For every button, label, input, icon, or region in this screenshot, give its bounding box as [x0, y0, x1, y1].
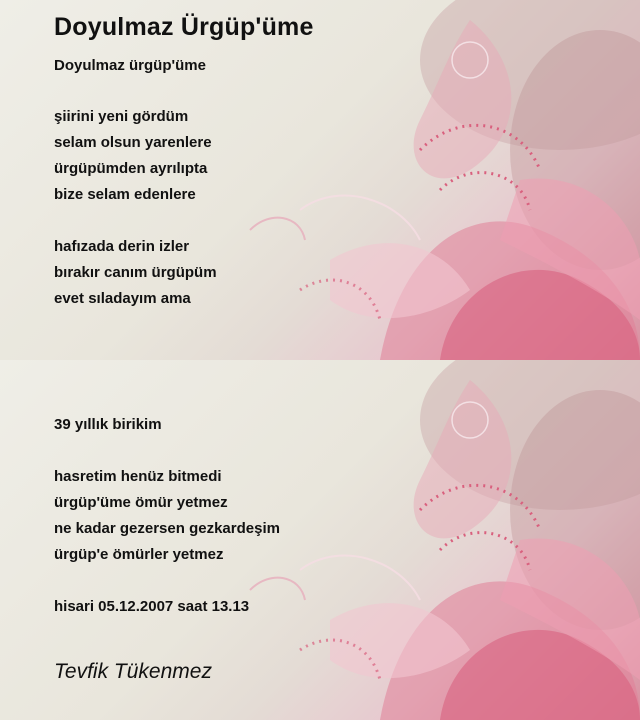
poem-line: selam olsun yarenlere — [54, 134, 212, 151]
poem-line: ürgüpümden ayrılıpta — [54, 160, 208, 177]
poem-line: ürgüp'üme ömür yetmez — [54, 494, 228, 511]
poem-signature-line: hisari 05.12.2007 saat 13.13 — [54, 598, 250, 615]
poem-line: ne kadar gezersen gezkardeşim — [54, 520, 280, 537]
poem-line: 39 yıllık birikim — [54, 416, 162, 433]
poem-line: ürgüp'e ömürler yetmez — [54, 546, 224, 563]
poem-line: bırakır canım ürgüpüm — [54, 264, 217, 281]
poem-line: bize selam edenlere — [54, 186, 196, 203]
poem-author: Tevfik Tükenmez — [54, 660, 212, 683]
poem-line: hasretim henüz bitmedi — [54, 468, 222, 485]
poem-line: evet sıladayım ama — [54, 290, 191, 307]
poem-subtitle: Doyulmaz ürgüp'üme — [54, 57, 206, 74]
poem-line: şiirini yeni gördüm — [54, 108, 189, 125]
poem-title: Doyulmaz Ürgüp'üme — [54, 13, 314, 41]
poem-line: hafızada derin izler — [54, 238, 190, 255]
